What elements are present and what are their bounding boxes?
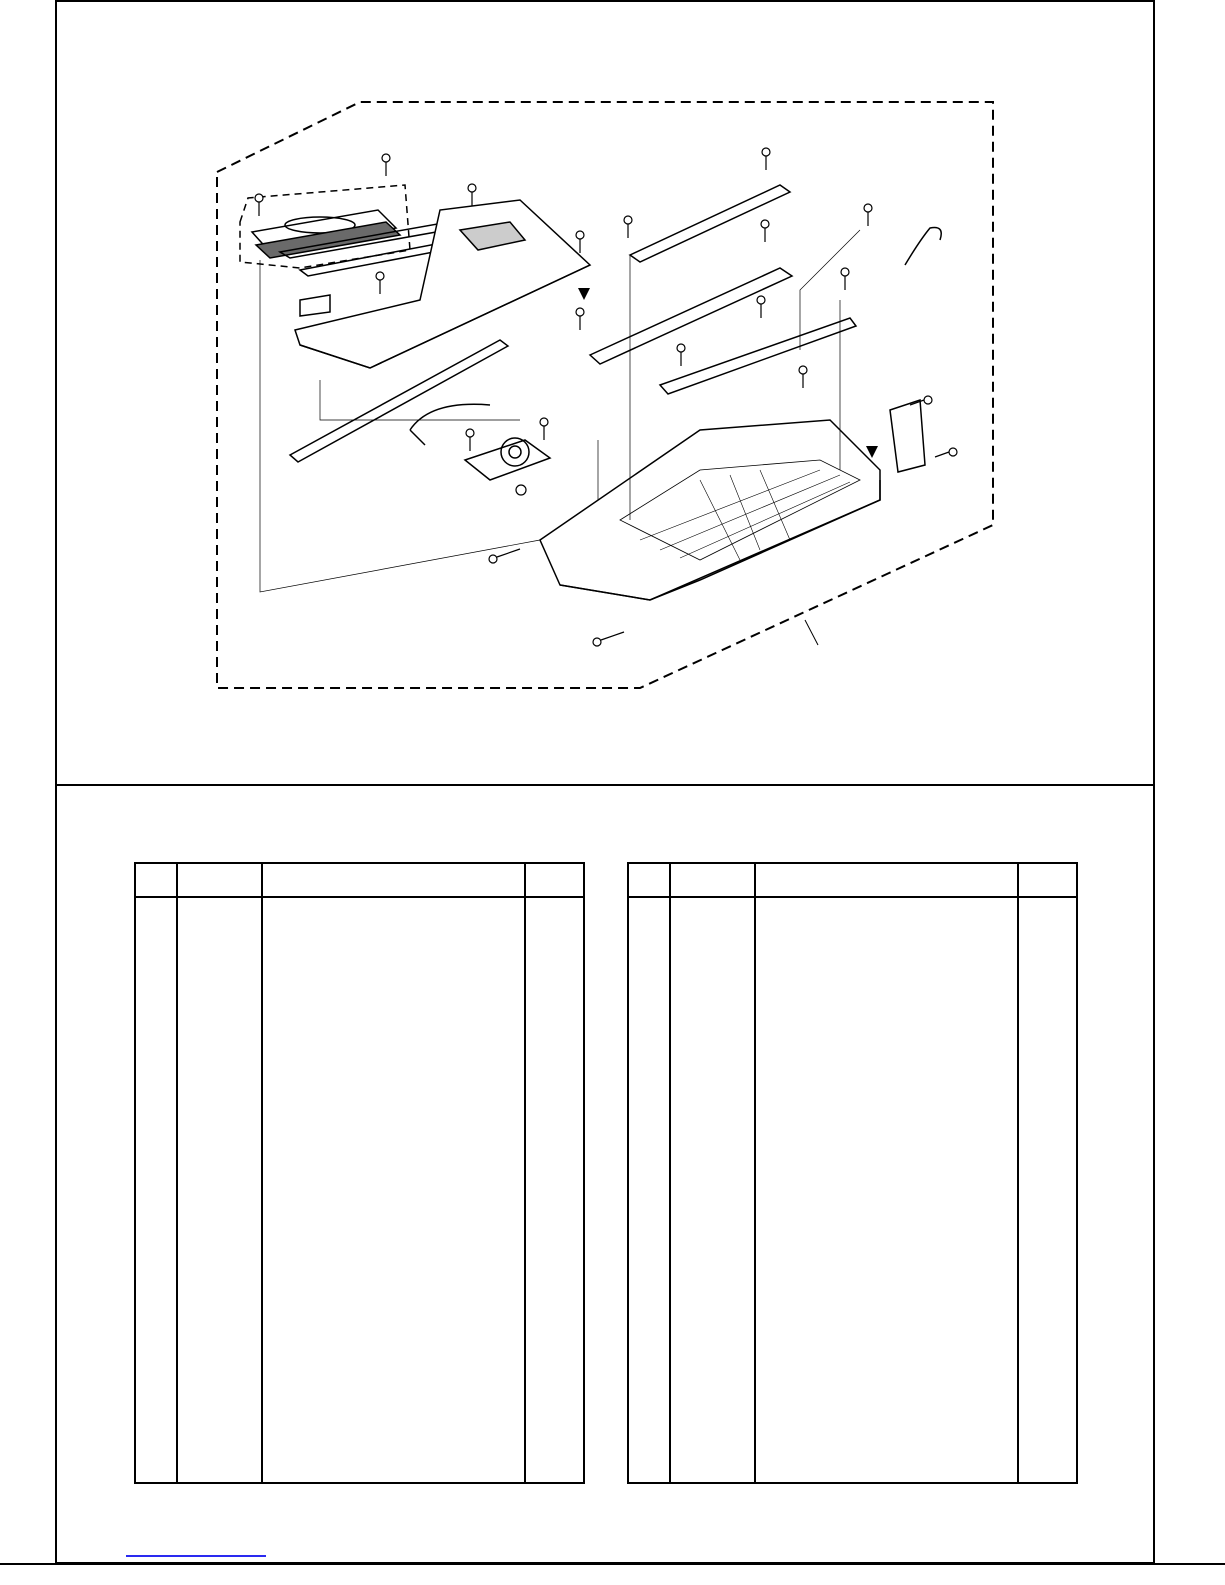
column-header [262,863,526,897]
screw-icon [516,485,526,495]
pointer-arrow-2 [866,446,878,458]
table-row [628,897,1077,1483]
column-header [670,863,755,897]
parts-list-table-left [134,862,585,1484]
table-cell [177,897,262,1483]
pointer-arrow-1 [578,288,590,300]
screw-icon [468,184,476,206]
bottom-rule [0,1563,1225,1565]
screw-icon [255,194,263,216]
screw-icon [935,448,957,457]
table-cell [628,897,670,1483]
frame-lip [300,295,330,316]
screw-icon [762,148,770,170]
screw-icon [376,272,384,294]
cable-right [905,228,941,266]
column-header [525,863,584,897]
column-header [135,863,177,897]
table-header-row [135,863,584,897]
table-cell [135,897,177,1483]
screw-icon [466,429,474,451]
table-cell [755,897,1019,1483]
table-row [135,897,584,1483]
screw-icon [576,231,584,253]
reference-line [805,620,818,645]
footer-link[interactable] [126,1555,266,1557]
screw-icon [540,418,548,440]
screw-icon [799,366,807,388]
screw-icon [864,204,872,226]
table-header-row [628,863,1077,897]
section-divider [55,784,1155,786]
column-header [755,863,1019,897]
screw-icon [841,268,849,290]
base-chassis [540,420,880,600]
exploded-parts-diagram [0,0,1225,784]
motor-board [465,440,550,480]
screw-icon [382,154,390,176]
long-rod-left [290,340,508,462]
screw-icon [757,296,765,318]
column-header [177,863,262,897]
screw-icon [624,216,632,238]
screw-icon [677,344,685,366]
table-cell [262,897,526,1483]
table-cell [1018,897,1077,1483]
side-bracket [890,400,925,472]
parts-list-table-right [627,862,1078,1484]
long-rod-right [660,318,856,394]
assembly-boundary [217,102,993,688]
screw-icon [761,220,769,242]
cable-harness [410,404,490,445]
table-cell [670,897,755,1483]
screw-icon [576,308,584,330]
screw-icon [593,632,624,646]
table-cell [525,897,584,1483]
screw-icon [489,549,520,563]
column-header [1018,863,1077,897]
column-header [628,863,670,897]
